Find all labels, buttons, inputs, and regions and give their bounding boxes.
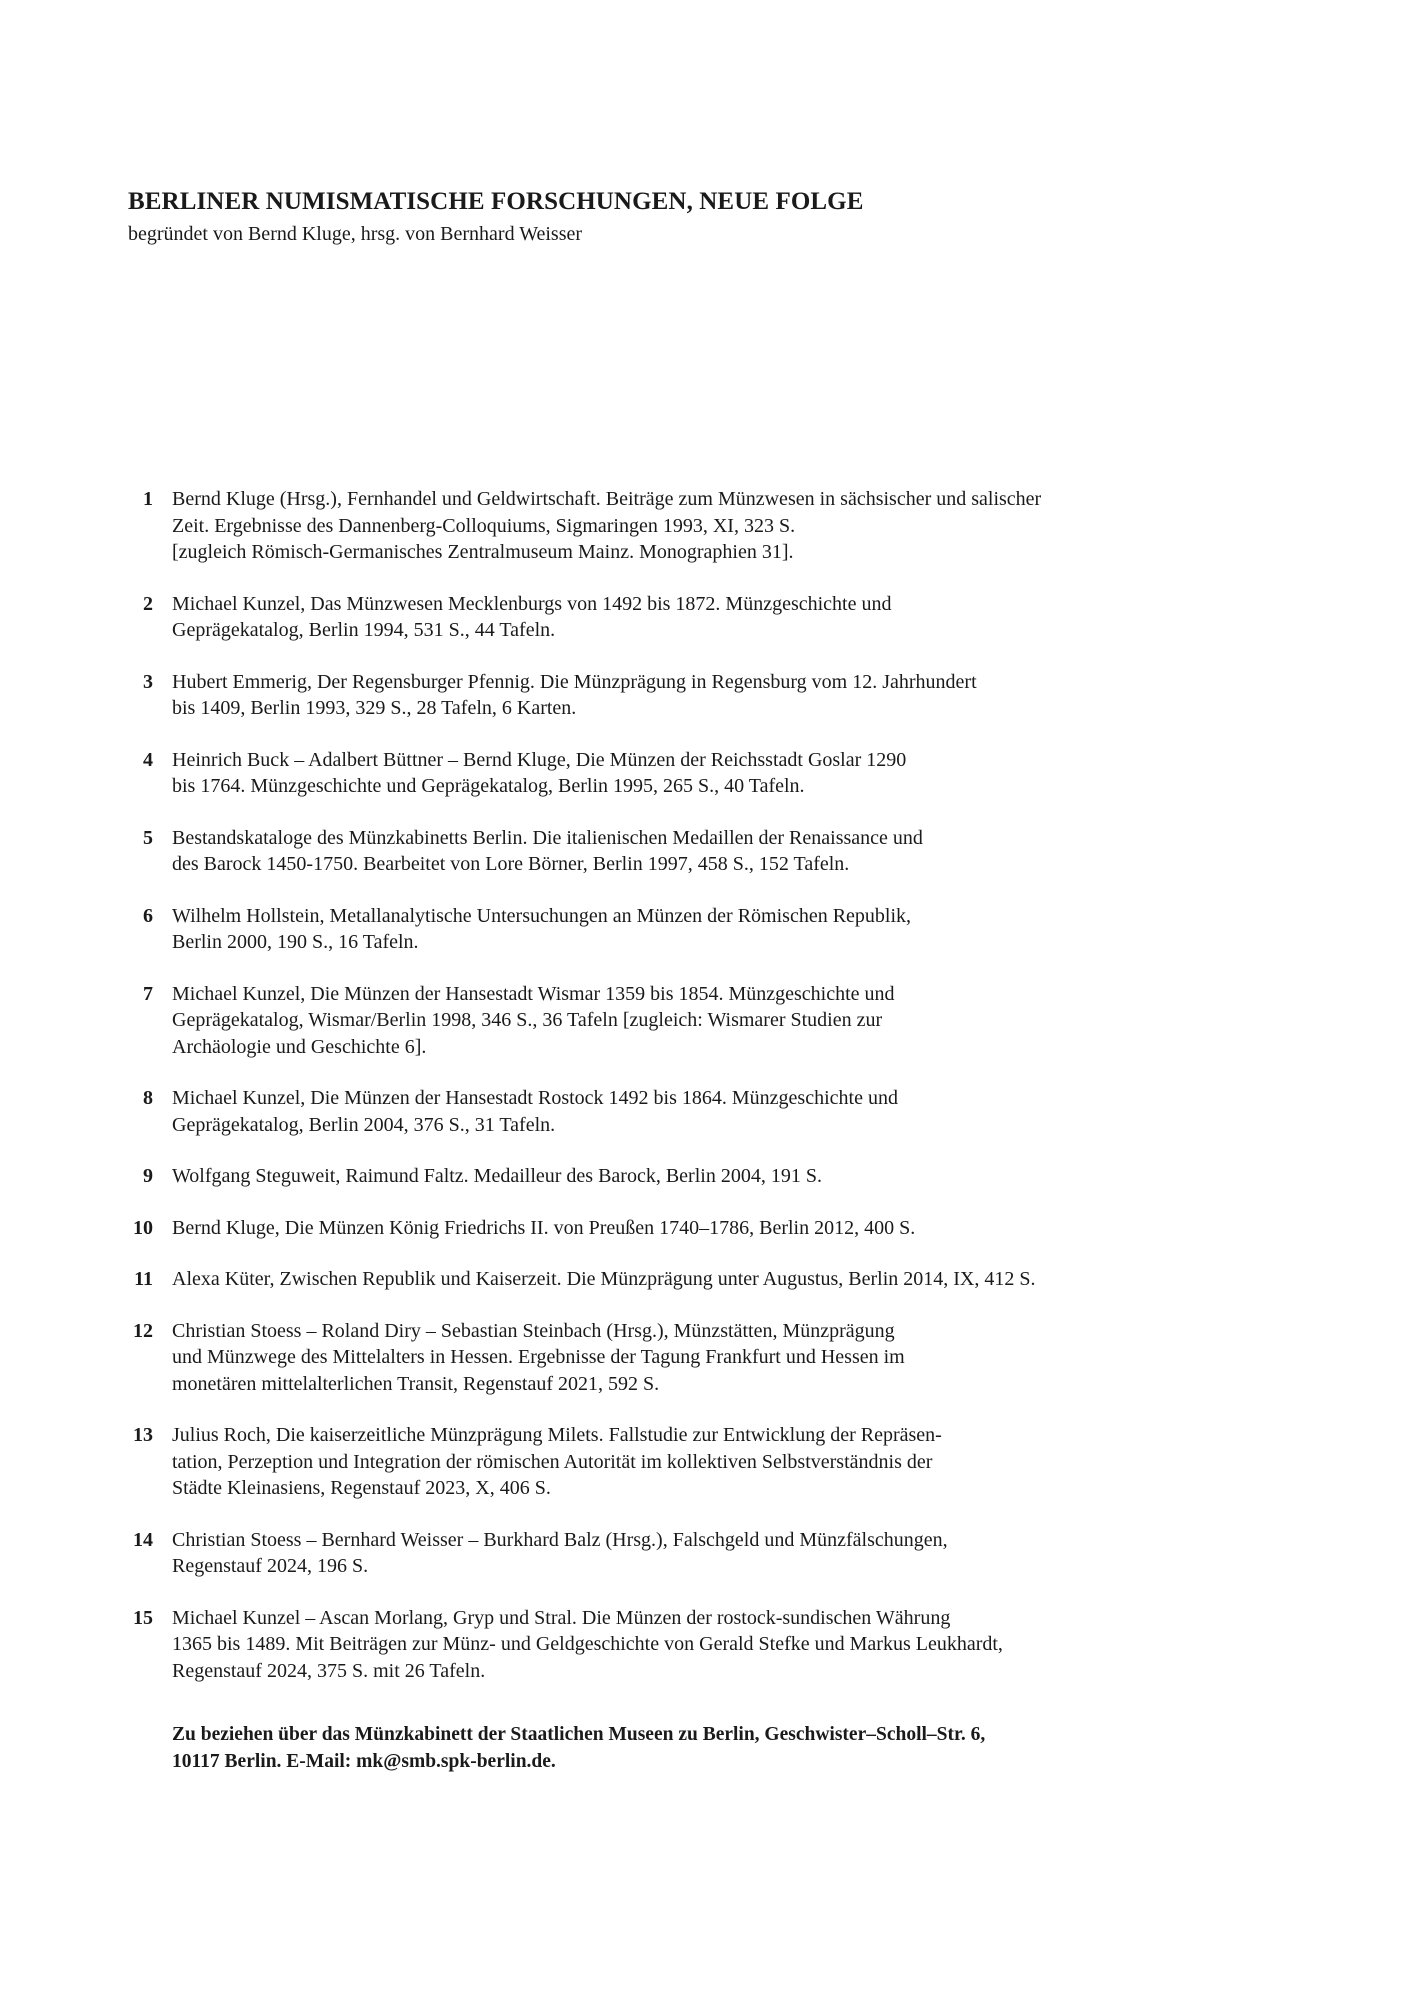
list-item <box>128 1215 1218 1242</box>
volume-number: 12 <box>133 1319 153 1342</box>
volume-text-line: Regenstauf 2024, 196 S. <box>172 1555 369 1577</box>
volume-number: 14 <box>133 1528 153 1551</box>
list-item <box>128 1527 1218 1580</box>
volume-number: 5 <box>143 826 153 849</box>
volume-list <box>128 486 1218 1709</box>
order-note-line: 10117 Berlin. E-Mail: mk@smb.spk-berlin.de. <box>172 1750 556 1772</box>
order-note-line: Zu beziehen über das Münzkabinett der Staatlichen Museen zu Berlin, Geschwister–Scholl–Str. 6, <box>172 1724 986 1745</box>
volume-text-line: Geprägekatalog, Berlin 2004, 376 S., 31 Tafeln. <box>172 1113 556 1136</box>
volume-number: 7 <box>143 982 153 1005</box>
volume-number: 13 <box>133 1424 153 1446</box>
volume-text-line: Städte Kleinasiens, Regenstauf 2023, X, 406 S. <box>172 1477 551 1499</box>
list-item <box>128 1163 1218 1190</box>
volume-text-line: Bernd Kluge, Die Münzen König Friedrichs II. von Preußen 1740–1786, Berlin 2012, 400 S. <box>172 1216 916 1239</box>
volume-text-line: Michael Kunzel, Die Münzen der Hansestadt Wismar 1359 bis 1854. Münzgeschichte und <box>172 982 895 1005</box>
volume-text-line: tation, Perzeption und Integration der römischen Autorität im kollektiven Selbstverständnis der <box>172 1450 933 1473</box>
volume-text-line: Geprägekatalog, Berlin 1994, 531 S., 44 Tafeln. <box>172 619 556 641</box>
list-item <box>128 1085 1218 1138</box>
volume-number: 2 <box>143 592 153 615</box>
list-item <box>128 747 1218 800</box>
list-item <box>128 486 1218 566</box>
volume-number: 1 <box>143 488 153 510</box>
list-item <box>128 669 1218 722</box>
volume-number: 4 <box>143 748 153 771</box>
list-item <box>128 1266 1218 1293</box>
volume-text-line: Wolfgang Steguweit, Raimund Faltz. Medailleur des Barock, Berlin 2004, 191 S. <box>172 1165 822 1187</box>
volume-text-line: Geprägekatalog, Wismar/Berlin 1998, 346 S., 36 Tafeln [zugleich: Wismarer Studien zur <box>172 1009 883 1031</box>
volume-text-line: Michael Kunzel – Ascan Morlang, Gryp und Stral. Die Münzen der rostock-sundischen Währung <box>172 1606 951 1629</box>
volume-text-line: monetären mittelalterlichen Transit, Regenstauf 2021, 592 S. <box>172 1372 660 1395</box>
volume-text-line: und Münzwege des Mittelalters in Hessen. Ergebnisse der Tagung Frankfurt und Hessen im <box>172 1346 905 1368</box>
list-item <box>128 903 1218 956</box>
list-item <box>128 981 1218 1061</box>
volume-number: 8 <box>143 1087 153 1109</box>
volume-text-line: Michael Kunzel, Die Münzen der Hansestadt Rostock 1492 bis 1864. Münzgeschichte und <box>172 1087 898 1109</box>
order-note <box>172 1722 985 1775</box>
volume-text-line: Regenstauf 2024, 375 S. mit 26 Tafeln. <box>172 1659 486 1682</box>
volume-number: 11 <box>134 1268 153 1290</box>
volume-text-line: Alexa Küter, Zwischen Republik und Kaiserzeit. Die Münzprägung unter Augustus, Berlin 2014, IX, 412 S. <box>172 1268 1036 1290</box>
volume-text-line: Zeit. Ergebnisse des Dannenberg-Colloquiums, Sigmaringen 1993, XI, 323 S. <box>172 514 796 537</box>
volume-number: 15 <box>133 1606 153 1629</box>
volume-text-line: des Barock 1450-1750. Bearbeitet von Lore Börner, Berlin 1997, 458 S., 152 Tafeln. <box>172 853 850 875</box>
volume-text-line: Archäologie und Geschichte 6]. <box>172 1035 427 1058</box>
volume-text-line: Julius Roch, Die kaiserzeitliche Münzprägung Milets. Fallstudie zur Entwicklung der Repräsen- <box>172 1424 942 1446</box>
volume-text-line: Berlin 2000, 190 S., 16 Tafeln. <box>172 931 419 953</box>
volume-text-line: Christian Stoess – Bernhard Weisser – Burkhard Balz (Hrsg.), Falschgeld und Münzfälschungen, <box>172 1528 948 1551</box>
list-item <box>128 591 1218 644</box>
list-item <box>128 1318 1218 1398</box>
volume-number: 9 <box>143 1165 153 1187</box>
list-item <box>128 825 1218 878</box>
volume-text-line: Bestandskataloge des Münzkabinetts Berlin. Die italienischen Medaillen der Renaissance und <box>172 826 923 849</box>
volume-text-line: Wilhelm Hollstein, Metallanalytische Untersuchungen an Münzen der Römischen Republik, <box>172 904 912 927</box>
volume-text-line: Heinrich Buck – Adalbert Büttner – Bernd Kluge, Die Münzen der Reichsstadt Goslar 1290 <box>172 748 907 771</box>
volume-text-line: Hubert Emmerig, Der Regensburger Pfennig. Die Münzprägung in Regensburg vom 12. Jahrhundert <box>172 670 977 693</box>
volume-number: 6 <box>143 904 153 927</box>
list-item <box>128 1605 1218 1685</box>
volume-text-line: Bernd Kluge (Hrsg.), Fernhandel und Geldwirtschaft. Beiträge zum Münzwesen in sächsischer und salischer <box>172 488 1042 510</box>
volume-text-line: bis 1764. Münzgeschichte und Geprägekatalog, Berlin 1995, 265 S., 40 Tafeln. <box>172 775 805 797</box>
volume-text-line: 1365 bis 1489. Mit Beiträgen zur Münz- und Geldgeschichte von Gerald Stefke und Markus Leukhardt, <box>172 1633 1003 1655</box>
series-title: BERLINER NUMISMATISCHE FORSCHUNGEN, NEUE FOLGE <box>128 188 864 215</box>
volume-number: 3 <box>143 670 153 693</box>
volume-text-line: Michael Kunzel, Das Münzwesen Mecklenburgs von 1492 bis 1872. Münzgeschichte und <box>172 592 892 615</box>
volume-text-line: Christian Stoess – Roland Diry – Sebastian Steinbach (Hrsg.), Münzstätten, Münzprägung <box>172 1319 895 1342</box>
series-subtitle: begründet von Bernd Kluge, hrsg. von Bernhard Weisser <box>128 223 583 245</box>
volume-number: 10 <box>133 1216 153 1239</box>
volume-text-line: bis 1409, Berlin 1993, 329 S., 28 Tafeln, 6 Karten. <box>172 697 577 719</box>
volume-text-line: [zugleich Römisch-Germanisches Zentralmuseum Mainz. Monographien 31]. <box>172 541 794 563</box>
list-item <box>128 1422 1218 1502</box>
